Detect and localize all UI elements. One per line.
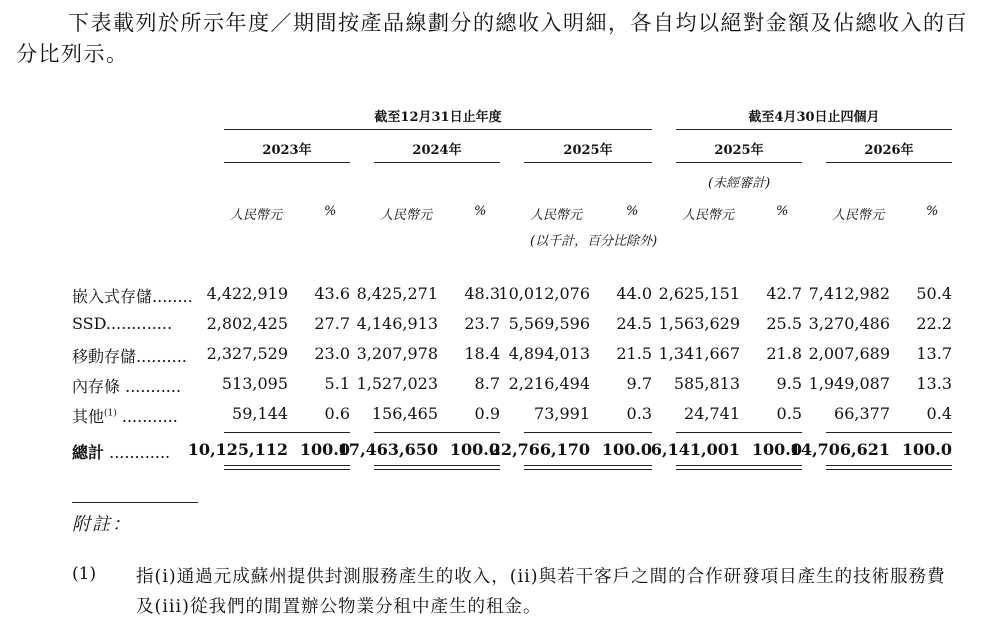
- subtotal-rule: [524, 432, 652, 433]
- total-double-rule: [676, 465, 802, 470]
- percent-cell: 8.7: [474, 374, 500, 393]
- total-percent-cell: 100.0: [901, 440, 952, 459]
- group-header-four-months: 截至4月30日止四個月: [748, 110, 880, 125]
- leader-dots: ........: [152, 287, 193, 306]
- row-label: [72, 374, 181, 397]
- total-percent-cell: 100.0: [449, 440, 500, 459]
- amount-cell: 59,144: [232, 404, 288, 423]
- footnote-number: (1): [72, 564, 97, 584]
- year-header: 2024年: [412, 143, 462, 158]
- amount-cell: 1,949,087: [808, 374, 890, 393]
- percent-cell: 13.3: [916, 374, 952, 393]
- percent-header: %: [474, 204, 487, 219]
- percent-cell: 27.7: [314, 314, 350, 333]
- percent-cell: 21.8: [766, 344, 802, 363]
- unaudited-note: (未經審計): [708, 176, 771, 191]
- percent-cell: 0.6: [324, 404, 350, 423]
- amount-cell: 585,813: [673, 374, 740, 393]
- currency-header: 人民幣元: [230, 208, 283, 223]
- amount-cell: 5,569,596: [508, 314, 590, 333]
- row-label-text: 嵌入式存儲: [72, 287, 153, 306]
- currency-header: 人民幣元: [832, 208, 885, 223]
- percent-cell: 9.7: [626, 374, 652, 393]
- total-amount-cell: 22,766,170: [489, 440, 590, 459]
- total-percent-cell: 100.0: [601, 440, 652, 459]
- total-percent-cell: 100.0: [299, 440, 350, 459]
- percent-cell: 50.4: [916, 284, 952, 303]
- row-label-text: 內存條: [72, 377, 121, 396]
- amount-cell: 1,527,023: [356, 374, 438, 393]
- percent-header: %: [926, 204, 939, 219]
- percent-cell: 21.5: [616, 344, 652, 363]
- row-label: [72, 314, 172, 333]
- total-amount-cell: 6,141,001: [650, 440, 740, 459]
- intro-paragraph: 下表載列於所示年度／期間按產品線劃分的總收入明細，各自均以絕對金額及佔總收入的百分比列示。: [16, 11, 968, 66]
- total-double-rule: [826, 465, 952, 470]
- amount-cell: 2,625,151: [658, 284, 740, 303]
- row-label: [72, 344, 187, 367]
- amount-cell: 2,216,494: [508, 374, 590, 393]
- amount-cell: 2,007,689: [808, 344, 890, 363]
- total-double-rule: [224, 465, 350, 470]
- total-label: [72, 440, 170, 463]
- percent-cell: 22.2: [916, 314, 952, 333]
- year-rule: [676, 162, 802, 163]
- amount-cell: 4,146,913: [356, 314, 438, 333]
- percent-cell: 0.3: [626, 404, 652, 423]
- leader-dots: ..........: [136, 347, 187, 366]
- percent-cell: 5.1: [324, 374, 350, 393]
- percent-cell: 24.5: [616, 314, 652, 333]
- subtotal-rule: [224, 432, 350, 433]
- year-rule: [224, 162, 350, 163]
- total-amount-cell: 14,706,621: [789, 440, 890, 459]
- group-rule-four-months: [676, 129, 952, 130]
- percent-header: %: [324, 204, 337, 219]
- amount-cell: 66,377: [834, 404, 890, 423]
- percent-cell: 25.5: [766, 314, 802, 333]
- currency-header: 人民幣元: [380, 208, 433, 223]
- amount-cell: 24,741: [684, 404, 740, 423]
- amount-cell: 8,425,271: [356, 284, 438, 303]
- year-rule: [524, 162, 652, 163]
- total-amount-cell: 10,125,112: [187, 440, 288, 459]
- amount-cell: 7,412,982: [808, 284, 890, 303]
- amount-cell: 513,095: [221, 374, 288, 393]
- percent-cell: 0.5: [776, 404, 802, 423]
- total-label-text: 總計: [72, 443, 105, 462]
- amount-cell: 1,563,629: [658, 314, 740, 333]
- percent-header: %: [626, 204, 639, 219]
- percent-header: %: [776, 204, 789, 219]
- year-rule: [826, 162, 952, 163]
- percent-cell: 23.7: [464, 314, 500, 333]
- amount-cell: 2,802,425: [206, 314, 288, 333]
- year-header: 2023年: [262, 143, 312, 158]
- percent-cell: 48.3: [464, 284, 500, 303]
- footnote-rule: [72, 502, 198, 503]
- leader-dots: ...........: [120, 377, 182, 396]
- amount-cell: 10,012,076: [498, 284, 590, 303]
- currency-header: 人民幣元: [682, 208, 735, 223]
- total-amount-cell: 17,463,650: [337, 440, 438, 459]
- row-label-text: 其他: [72, 407, 105, 426]
- total-double-rule: [374, 465, 500, 470]
- group-rule-year: [224, 129, 652, 130]
- year-rule: [374, 162, 500, 163]
- percent-cell: 23.0: [314, 344, 350, 363]
- leader-dots: ...........: [116, 407, 178, 426]
- footnote-text: 指(i)通過元成蘇州提供封測服務產生的收入，(ii)與若干客戶之間的合作研發項目產生的技術服務費及(iii)從我們的閒置辦公物業分租中產生的租金。: [136, 567, 946, 617]
- total-percent-cell: 100.0: [751, 440, 802, 459]
- leader-dots: ............: [104, 443, 171, 462]
- amount-cell: 73,991: [534, 404, 590, 423]
- percent-cell: 18.4: [464, 344, 500, 363]
- year-header: 2025年: [563, 143, 613, 158]
- year-header: 2025年: [714, 143, 764, 158]
- subtotal-rule: [826, 432, 952, 433]
- percent-cell: 43.6: [314, 284, 350, 303]
- row-label: [72, 404, 178, 427]
- row-label-text: 移動存儲: [72, 347, 137, 366]
- footnote-heading: 附註：: [72, 514, 132, 535]
- row-label-text: SSD: [72, 314, 106, 333]
- amount-cell: 156,465: [371, 404, 438, 423]
- percent-cell: 0.9: [474, 404, 500, 423]
- leader-dots: .............: [105, 314, 173, 333]
- amount-cell: 4,422,919: [206, 284, 288, 303]
- percent-cell: 13.7: [916, 344, 952, 363]
- subtotal-rule: [676, 432, 802, 433]
- year-header: 2026年: [864, 143, 914, 158]
- total-double-rule: [524, 465, 652, 470]
- percent-cell: 42.7: [766, 284, 802, 303]
- percent-cell: 0.4: [926, 404, 952, 423]
- amount-cell: 3,207,978: [356, 344, 438, 363]
- percent-cell: 9.5: [776, 374, 802, 393]
- subtotal-rule: [374, 432, 500, 433]
- row-label: [72, 284, 193, 307]
- percent-cell: 44.0: [616, 284, 652, 303]
- amount-cell: 2,327,529: [206, 344, 288, 363]
- thousands-note: (以千計，百分比除外): [530, 234, 658, 249]
- amount-cell: 1,341,667: [658, 344, 740, 363]
- footnote-marker: (1): [104, 408, 117, 419]
- group-header-year: 截至12月31日止年度: [374, 110, 502, 125]
- amount-cell: 3,270,486: [808, 314, 890, 333]
- currency-header: 人民幣元: [530, 208, 583, 223]
- amount-cell: 4,894,013: [508, 344, 590, 363]
